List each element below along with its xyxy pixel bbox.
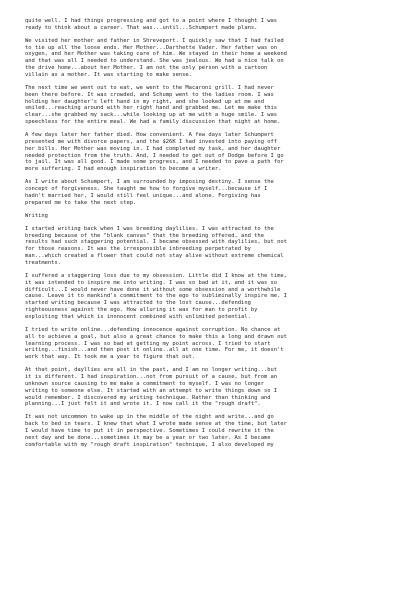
paragraph: The next time we went out to eat, we went to the Macaroni grill. I had never been there before. It was crowded, and Schump went to the ladies room. I was holding her daughter's left hand in my right, and she looked up at me and smiled...reaching around with her right hand and grabbed me. Let me make this clear...she grabbed my sack...while looking up at me with a huge smile. I was speechless for the entire meal. We had a family discussion that night at home. bbox=[25, 84, 281, 126]
paragraph: I tried to write online...defending innocence against corruption. No chance at all to achieve a goal, but also a great chance to make this a long and drawn out learning process. I was so bad at getting my point across. I tried to start writing...finish...and then post it online..all at one time. For me, it doesn't work that way. It took me a year to figure that out. bbox=[25, 326, 287, 361]
paragraph: quite well. I had things progressing and got to a point where I thought I was ready to think about a career. That was...until...Schumpert made plans. bbox=[25, 18, 278, 31]
paragraph: I suffered a staggering loss due to my obsession. Little did I know at the time, it was intended to inspire me into writing. I was so bad at it, and it was so difficult...I would never have done it without some obsession and a worthwhile cause. Leave it to mankind's commitment to the ego to subliminally inspire me. I started writing because I was attracted to the lost cause...defending righteousness against the ego. How alluring it was for man to profit by exploiting that which is innnocent combined with unlimited potential. bbox=[25, 272, 287, 320]
document-page bbox=[25, 18, 401, 455]
paragraph: A few days later her father died. How convenient. A few days later Schumpert presented me with divorce papers, and the $26K I had invested into paying off her bills. Her Mother was moving in. I had completed my task, and her daughter needed protection from the truth. And, I needed to get out of Dodge before I go to jail. It was all good. I made some progress, and I needed to pave a path for more suffering. I had enough inspiration to become a writer. bbox=[25, 132, 284, 173]
paragraph: At that point, dayllies are all in the past, and I am no longer writing...but it is different. I had inspiration...not from pursuit of a cause, but from an unknown source causing to me make a commitment to myself. I was no longer writing to someone else. It started with an attempt to write things down so I would remember. I discovered my writing technique. Rather than thinking and planning...I just felt it and wrote it. I now call it the "rough draft". bbox=[25, 367, 278, 408]
paragraph: It was not uncommon to wake up in the middle of the night and write...and go back to bed in tears. I knew that what I wrote made sense at the time, but later I would have time to put it in perspective. Sometimes I could rewrite it the next day and be done...sometimes it may be a year or two later. As I became comfortable with my "rough draft inspiration" technique, I also developed my bbox=[25, 414, 287, 448]
paragraph: As I write about Schumpert, I am surrounded by imposing destiny. I sense the concept of forgiveness. She taught me how to forgive myself...because if I hadn't married her, I would still feel unique...and alone. Forgiving has prepared me to take the next step. bbox=[25, 179, 274, 206]
section-heading: Writing bbox=[25, 212, 48, 219]
paragraph: I started writing back when I was breeding daylilies. I was attracted to the breeding because of the "blank canvas" that the breeding offered, and the results had such staggering potential. I became obsessed with daylilies, but not for those reasons. It was the irresponsible inbreeding perpetrated by man...which created a flower that could not stay alive without extreme chemical treatments. bbox=[25, 225, 287, 266]
paragraph: We visited her mother and father in Shreveport. I quickly saw that I had failed to tie up all the loose ends. Her Mother...Darthette Vader. Her father was on oxygen, and her Mother was taking care of him. We stayed in their home a weekend and that was all I needed to understand. She was jealous. We had a nice talk on the drive home...about her Mother. I am not the only person with a cartoon villain as a mother. It was starting to make sense. bbox=[25, 37, 287, 78]
